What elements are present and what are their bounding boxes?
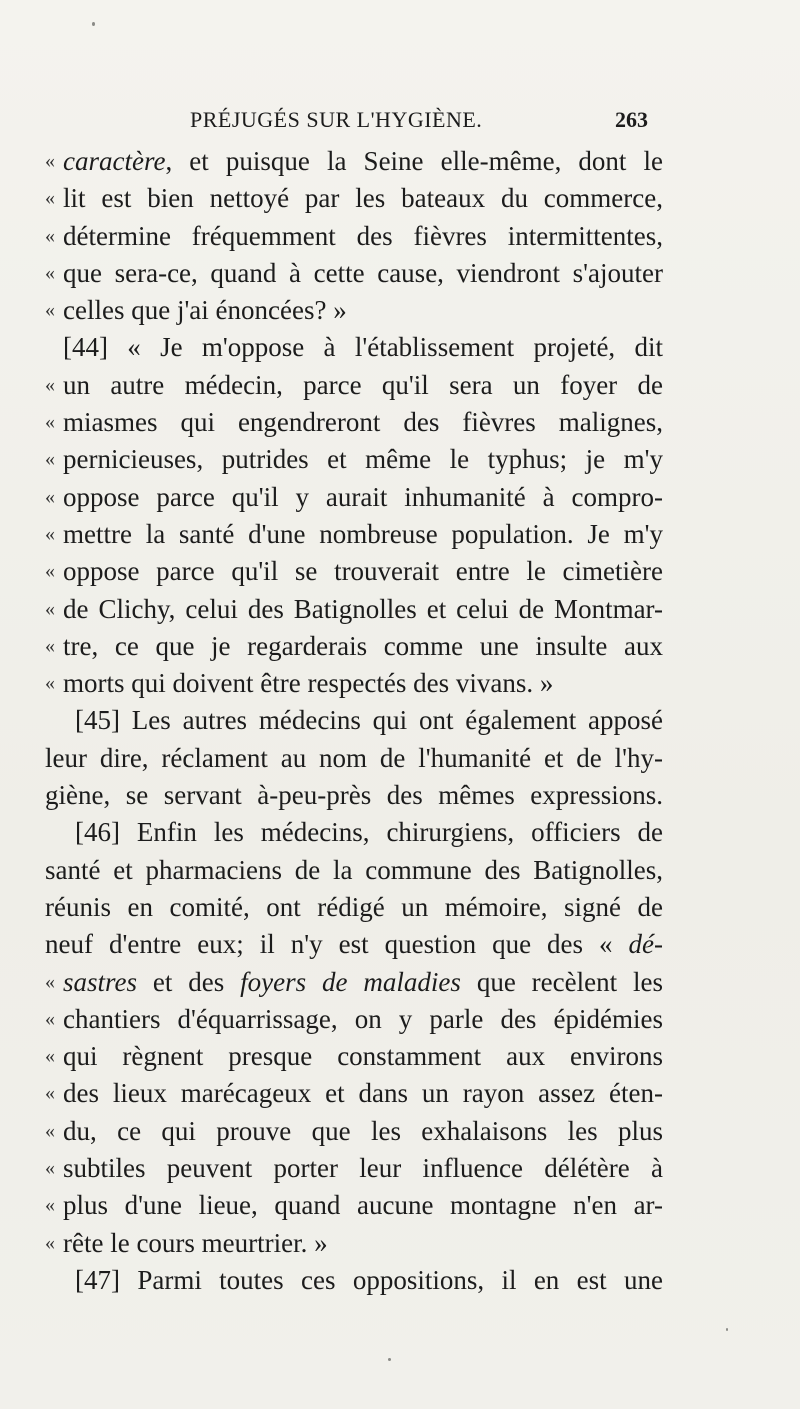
italic-word: caractère (63, 146, 166, 176)
quote-mark: « (45, 522, 55, 545)
text-line (45, 516, 663, 553)
text-line (45, 553, 663, 590)
text-line (45, 1075, 663, 1112)
quote-mark: « (45, 485, 55, 508)
line-text: lit est bien nettoyé par les bateaux du commerce, (63, 183, 663, 214)
quote-mark: « (45, 634, 55, 657)
line-text: que sera-ce, quand à cette cause, viendront s'ajouter (63, 257, 663, 288)
line-text: giène, se servant à-peu-près des mêmes expressions. (45, 780, 663, 811)
line-text: oppose parce qu'il se trouverait entre le cimetière (63, 556, 663, 587)
quote-mark: « (45, 560, 55, 583)
line-text: neuf d'entre eux; il n'y est question que des « dé- (45, 929, 663, 960)
line-text: morts qui doivent être respectés des vivans. » (63, 668, 554, 699)
text-line (45, 852, 663, 889)
quote-mark: « (45, 1157, 55, 1180)
line-text: qui règnent presque constamment aux environs (63, 1041, 663, 1072)
running-title: PRÉJUGÉS SUR L'HYGIÈNE. (190, 107, 483, 132)
text-line (45, 628, 663, 665)
line-text: , et puisque la Seine elle-même, dont le (165, 146, 663, 176)
page-number: 263 (615, 107, 648, 132)
line-text: des lieux marécageux et dans un rayon assez éten- (63, 1078, 663, 1109)
text-line (45, 1225, 663, 1262)
body-text (45, 143, 663, 1299)
text-line (45, 367, 663, 404)
line-text: plus d'une lieue, quand aucune montagne n'en ar- (63, 1190, 663, 1221)
quote-mark: « (45, 1045, 55, 1068)
paper-speck (726, 1328, 728, 1331)
line-text: leur dire, réclament au nom de l'humanité et de l'hy- (45, 742, 663, 773)
text-line (45, 255, 663, 292)
line-text: [45] Les autres médecins qui ont également apposé (75, 705, 663, 736)
text-line (45, 591, 663, 628)
text-line (45, 665, 663, 702)
text-line (45, 404, 663, 441)
text-line (45, 143, 663, 180)
paper-speck (388, 1358, 391, 1361)
line-text: subtiles peuvent porter leur influence délétère à (63, 1153, 663, 1184)
line-text: [46] Enfin les médecins, chirurgiens, officiers de (75, 817, 663, 848)
quote-mark: « (45, 1007, 55, 1030)
quote-mark: « (45, 373, 55, 396)
text-line (45, 1262, 663, 1299)
line-text: [44] « Je m'oppose à l'établissement projeté, dit (63, 332, 663, 363)
quote-mark: « (45, 970, 55, 993)
line-text: rête le cours meurtrier. » (63, 1227, 328, 1258)
line-text: mettre la santé d'une nombreuse population. Je m'y (63, 518, 663, 549)
quote-mark: « (45, 411, 55, 434)
quote-mark: « (45, 150, 55, 172)
quote-mark: « (45, 672, 55, 695)
text-line (45, 964, 663, 1001)
quote-mark: « (45, 448, 55, 471)
line-text: celles que j'ai énoncées? » (63, 295, 347, 326)
quote-mark: « (45, 1194, 55, 1217)
line-text: chantiers d'équarrissage, on y parle des épidémies (63, 1003, 663, 1034)
text-line (45, 702, 663, 739)
line-text: oppose parce qu'il y aurait inhumanité à compro- (63, 481, 663, 512)
quote-mark: « (45, 1119, 55, 1142)
text-line (45, 1038, 663, 1075)
text-line (45, 740, 663, 777)
text-line (45, 441, 663, 478)
text-line (45, 479, 663, 516)
line-text: un autre médecin, parce qu'il sera un foyer de (63, 369, 663, 400)
text-line (45, 1187, 663, 1224)
text-line (45, 814, 663, 851)
line-text: et des foyers de maladies que recèlent les (137, 966, 663, 997)
page-header (0, 103, 800, 137)
text-line (45, 926, 663, 963)
line-text: [47] Parmi toutes ces oppositions, il en est une (75, 1264, 663, 1295)
line-text: miasmes qui engendreront des fièvres malignes, (63, 407, 663, 438)
line-text: pernicieuses, putrides et même le typhus; je m'y (63, 444, 663, 475)
quote-mark: « (45, 1082, 55, 1105)
quote-mark: « (45, 261, 55, 284)
italic-word: sastres (63, 966, 138, 997)
text-line (45, 889, 663, 926)
text-line (45, 292, 663, 329)
line-text: tre, ce que je regarderais comme une insulte aux (63, 630, 663, 661)
line-text: de Clichy, celui des Batignolles et celui de Montmar- (63, 593, 663, 624)
text-line (45, 180, 663, 217)
line-text: réunis en comité, ont rédigé un mémoire, signé de (45, 891, 663, 922)
text-line (45, 329, 663, 366)
quote-mark: « (45, 597, 55, 620)
quote-mark: « (45, 1231, 55, 1254)
quote-mark: « (45, 299, 55, 322)
text-line (45, 1113, 663, 1150)
line-text: du, ce qui prouve que les exhalaisons les plus (63, 1115, 663, 1146)
quote-mark: « (45, 187, 55, 210)
text-line (45, 218, 663, 255)
text-line (45, 777, 663, 814)
quote-mark: « (45, 224, 55, 247)
line-text: santé et pharmaciens de la commune des Batignolles, (45, 854, 663, 885)
paper-speck (92, 22, 95, 26)
line-text: détermine fréquemment des fièvres intermittentes, (63, 220, 663, 251)
text-line (45, 1001, 663, 1038)
text-line (45, 1150, 663, 1187)
